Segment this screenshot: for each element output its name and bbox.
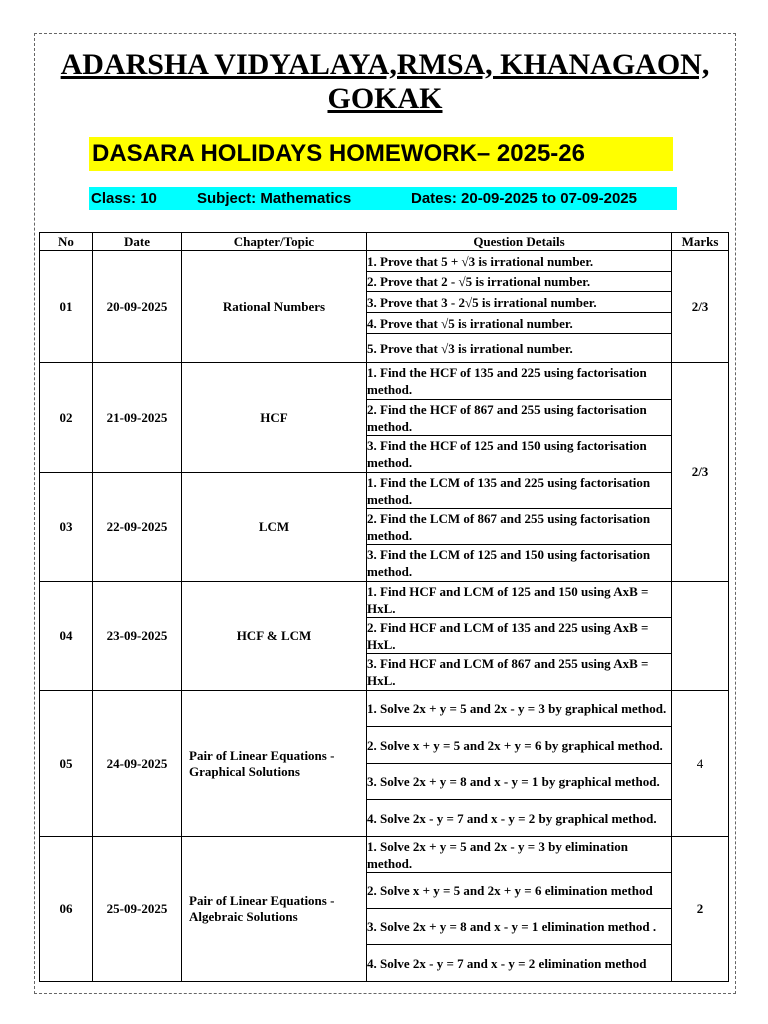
homework-table [39, 232, 729, 982]
marks-cell: 4 [672, 691, 729, 837]
row-chapter: Rational Numbers [182, 251, 367, 363]
row-no: 01 [40, 251, 93, 363]
row-date: 23-09-2025 [93, 582, 182, 691]
marks-cell-empty [672, 582, 729, 691]
subject-label: Subject: Mathematics [197, 190, 352, 207]
question-cell: 2. Find the LCM of 867 and 255 using factorisation method. [367, 509, 672, 545]
question-cell: 2. Prove that 2 - √5 is irrational number. [367, 272, 672, 292]
question-cell: 4. Solve 2x - y = 7 and x - y = 2 elimination method [367, 945, 672, 982]
row-chapter: HCF [182, 363, 367, 473]
question-cell: 1. Find the HCF of 135 and 225 using factorisation method. [367, 363, 672, 400]
header-date: Date [93, 233, 182, 251]
marks-cell: 2/3 [672, 251, 729, 363]
dates-label: Dates: 20-09-2025 to 07-09-2025 [411, 190, 637, 207]
table-row [40, 582, 729, 618]
question-cell: 1. Find HCF and LCM of 125 and 150 using AxB = HxL. [367, 582, 672, 618]
question-cell: 3. Prove that 3 - 2√5 is irrational number. [367, 292, 672, 313]
marks-cell: 2/3 [672, 363, 729, 582]
row-no: 02 [40, 363, 93, 473]
row-chapter: HCF & LCM [182, 582, 367, 691]
table-row [40, 837, 729, 873]
table-row [40, 473, 729, 509]
marks-cell: 2 [672, 837, 729, 982]
question-cell: 3. Find the LCM of 125 and 150 using factorisation method. [367, 545, 672, 582]
question-cell: 1. Solve 2x + y = 5 and 2x - y = 3 by elimination method. [367, 837, 672, 873]
row-no: 06 [40, 837, 93, 982]
question-cell: 3. Solve 2x + y = 8 and x - y = 1 by graphical method. [367, 764, 672, 800]
header-no: No [40, 233, 93, 251]
question-cell: 3. Solve 2x + y = 8 and x - y = 1 elimination method . [367, 909, 672, 945]
class-label: Class: 10 [91, 190, 157, 207]
row-chapter: Pair of Linear Equations - Algebraic Solutions [182, 837, 367, 982]
question-cell: 2. Find HCF and LCM of 135 and 225 using AxB = HxL. [367, 618, 672, 654]
row-date: 21-09-2025 [93, 363, 182, 473]
question-cell: 3. Find the HCF of 125 and 150 using factorisation method. [367, 436, 672, 473]
row-no: 03 [40, 473, 93, 582]
class-info-bar [89, 187, 677, 210]
school-name [40, 48, 730, 116]
question-cell: 1. Prove that 5 + √3 is irrational number. [367, 251, 672, 272]
row-date: 25-09-2025 [93, 837, 182, 982]
table-header-row [40, 233, 729, 251]
question-cell: 3. Find HCF and LCM of 867 and 255 using AxB = HxL. [367, 654, 672, 691]
school-name-line2: GOKAK [327, 82, 443, 115]
header-questions: Question Details [367, 233, 672, 251]
table-row [40, 691, 729, 727]
table-row [40, 363, 729, 400]
homework-banner: DASARA HOLIDAYS HOMEWORK– 2025-26 [89, 137, 673, 171]
question-cell: 4. Prove that √5 is irrational number. [367, 313, 672, 334]
question-cell: 1. Solve 2x + y = 5 and 2x - y = 3 by graphical method. [367, 691, 672, 727]
header-chapter: Chapter/Topic [182, 233, 367, 251]
row-chapter: Pair of Linear Equations - Graphical Solutions [182, 691, 367, 837]
row-date: 22-09-2025 [93, 473, 182, 582]
header-marks: Marks [672, 233, 729, 251]
question-cell: 2. Solve x + y = 5 and 2x + y = 6 by graphical method. [367, 727, 672, 764]
row-date: 24-09-2025 [93, 691, 182, 837]
row-no: 04 [40, 582, 93, 691]
question-cell: 1. Find the LCM of 135 and 225 using factorisation method. [367, 473, 672, 509]
table-row [40, 251, 729, 272]
row-date: 20-09-2025 [93, 251, 182, 363]
row-no: 05 [40, 691, 93, 837]
school-name-line1: ADARSHA VIDYALAYA,RMSA, KHANAGAON, [60, 48, 710, 81]
question-cell: 2. Solve x + y = 5 and 2x + y = 6 elimination method [367, 873, 672, 909]
question-cell: 4. Solve 2x - y = 7 and x - y = 2 by graphical method. [367, 800, 672, 837]
row-chapter: LCM [182, 473, 367, 582]
question-cell: 5. Prove that √3 is irrational number. [367, 334, 672, 363]
question-cell: 2. Find the HCF of 867 and 255 using factorisation method. [367, 400, 672, 436]
